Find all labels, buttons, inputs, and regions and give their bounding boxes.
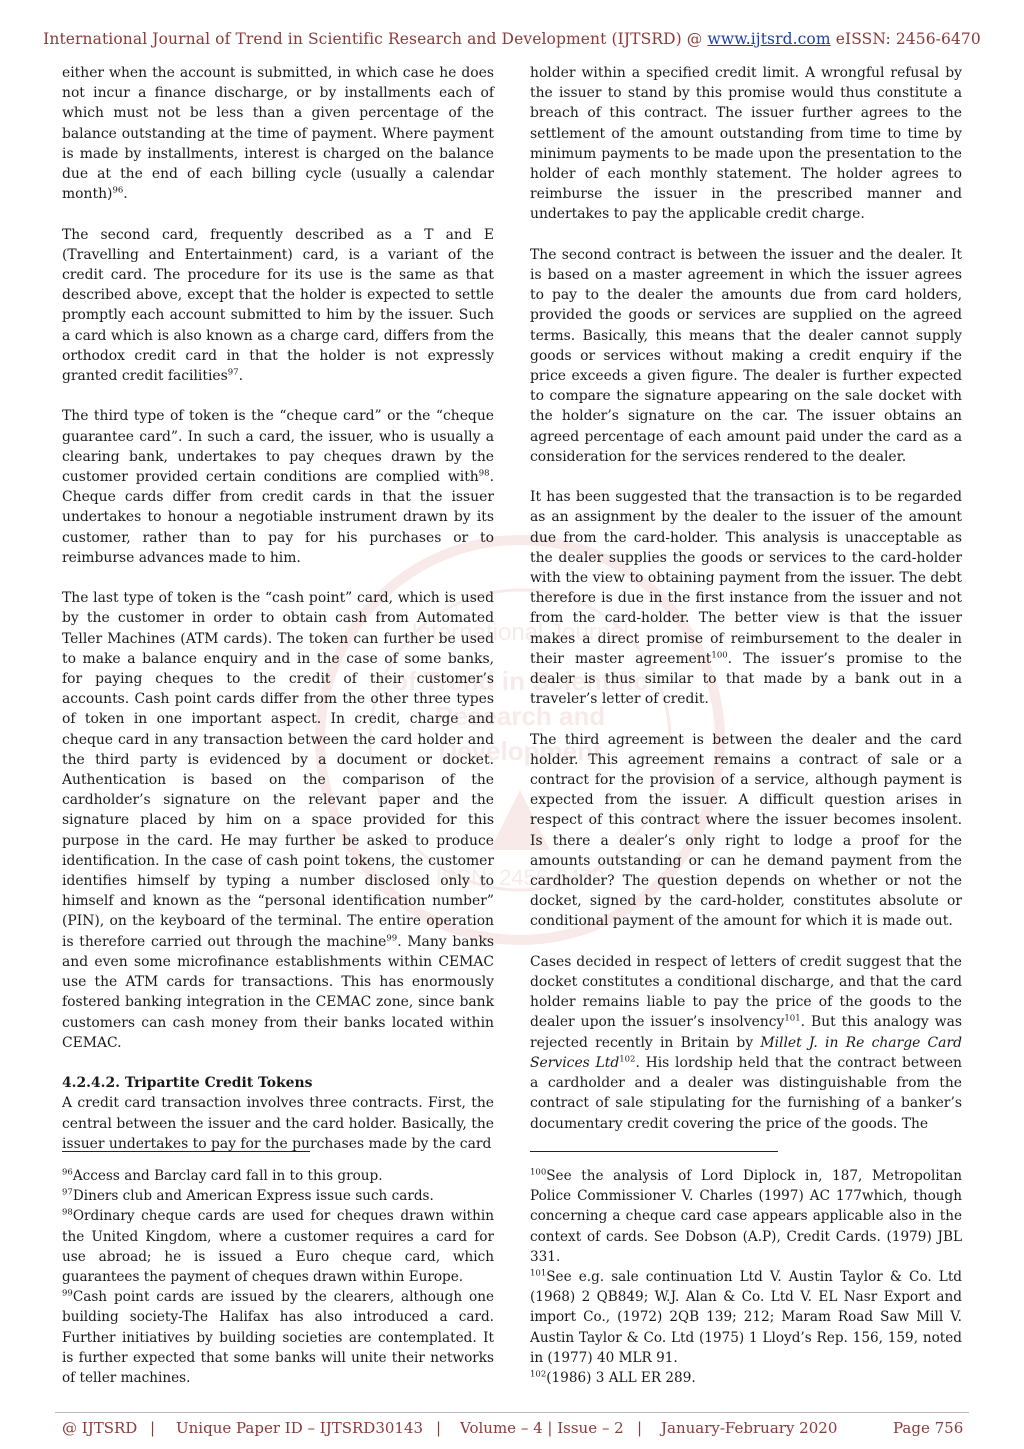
footnote: $^{97}$Diners club and American Express issue such cards. bbox=[62, 1187, 434, 1205]
paragraph: The second card, frequently described as a T and E (Travelling and Entertainment) card, is a variant of the credit card. The procedure for its use is the same as that described above, except that the holder is expected to settle promptly each account submitted to him by the issuer. Such a card which is also known as a charge card, differs from the orthodox credit card in that the holder is not expressly granted credit facilities$^{97}$. bbox=[62, 226, 494, 385]
svg-text:of Trend in Scientific: of Trend in Scientific bbox=[392, 666, 648, 696]
footnote: $^{99}$Cash point cards are issued by the clearers, although one building society-The Halifax has also introduced a card. Further initiatives by building societies are contemplated. It is further expected that some banks will unite their networks of teller machines. bbox=[62, 1288, 494, 1387]
footer-separator: | bbox=[436, 1419, 442, 1437]
footnote: $^{98}$Ordinary cheque cards are used for cheques drawn within the United Kingdom, where a customer requires a card for use abroad; he is issued a Euro cheque card, which guarantees the payment of cheques drawn within Europe. bbox=[62, 1207, 494, 1286]
footnote-ref[interactable]: 96 bbox=[112, 185, 124, 196]
running-header bbox=[0, 30, 1024, 48]
footnotes-left bbox=[62, 1166, 494, 1388]
paragraph: The third type of token is the “cheque card” or the “cheque guarantee card”. In such a card, the issuer, who is usually a clearing bank, undertakes to pay cheques drawn by the customer provided certain conditions are complied with$^{98}$. Cheque cards differ from credit cards in that the issuer undertakes to honour a negotiable instrument drawn by its customer, rather than to pay for his purchases or to reimburse advances made to him. bbox=[62, 408, 494, 566]
svg-text:Development: Development bbox=[438, 736, 602, 766]
svg-text:ISSN: 2456-6470: ISSN: 2456-6470 bbox=[435, 865, 605, 890]
footnote: $^{100}$See the analysis of Lord Diplock in, 187, Metropolitan Police Commissioner V. Charles (1997) AC 177which, though concerning a cheque card case appears applicable also in the context of cards. See Dobson (A.P), Credit Cards. (1979) JBL 331. bbox=[530, 1167, 962, 1265]
paragraph: either when the account is submitted, in which case he does not incur a finance discharge, or by installments each of which must not be less than a given percentage of the balance outstanding at the time of payment. Where payment is made by installments, interest is charged on the balance due at the end of each billing cycle (usually a calendar month)$^{96}$. bbox=[62, 65, 494, 203]
footer-paper-id: Unique Paper ID – IJTSRD30143 bbox=[176, 1419, 424, 1437]
left-text-column bbox=[62, 63, 494, 1154]
paragraph: A credit card transaction involves three contracts. First, the central between the issuer and the card holder. Basically, the issuer undertakes to pay for the purchases made by the card bbox=[62, 1095, 494, 1152]
footer-separator: | bbox=[637, 1419, 643, 1437]
paragraph: The third agreement is between the dealer and the card holder. This agreement remains a contract of sale or a contract for the provision of a service, although payment is expected from the issuer. A difficult question arises in respect of this contract where the issuer becomes insolent. Is there a dealer’s only right to lodge a proof for the amounts outstanding or can he demand payment from the cardholder? The question depends on whether or not the docket, signed by the card-holder, constitutes absolute or conditional payment of the amount for which it is made out. bbox=[530, 731, 962, 930]
svg-text:International Journal: International Journal bbox=[411, 619, 629, 646]
paragraph: Cases decided in respect of letters of credit suggest that the docket constitutes a conditional discharge, and that the card holder remains liable to pay the price of the goods to the dealer upon the issuer’s insolvency$^{101}$. But this analogy was rejected recently in Britain by Millet J. in Re charge Card Services Ltd$^{102}$. His lordship held that the contract between a cardholder and a dealer was distinguishable from the contract of sale stipulating for the furnishing of a banker’s documentary credit covering the price of the goods. The bbox=[530, 953, 962, 1132]
right-text-column bbox=[530, 63, 962, 1134]
footnote-ref[interactable]: 99 bbox=[386, 933, 398, 944]
footnote-ref[interactable]: 98 bbox=[478, 468, 490, 479]
footnote-divider bbox=[530, 1151, 778, 1152]
footnote: $^{96}$Access and Barclay card fall in to this group. bbox=[62, 1167, 383, 1184]
footer-page-number: Page 756 bbox=[893, 1419, 964, 1437]
journal-url-link[interactable]: www.ijtsrd.com bbox=[707, 30, 831, 48]
footer-volume: Volume – 4 | Issue – 2 bbox=[460, 1419, 624, 1437]
footnote-ref[interactable]: 97 bbox=[227, 367, 239, 378]
footnote: $^{102}$(1986) 3 ALL ER 289. bbox=[530, 1369, 696, 1387]
journal-title: International Journal of Trend in Scientific Research and Development (IJTSRD) @ bbox=[43, 30, 703, 48]
footnote-ref[interactable]: 102 bbox=[619, 1054, 636, 1065]
paragraph: It has been suggested that the transaction is to be regarded as an assignment by the dealer to the issuer of the amount due from the card-holder. This analysis is unacceptable as the dealer supplies the goods or services to the card-holder with the view to obtaining payment from the issuer. The debt therefore is due in the first instance from the issuer and not from the card-holder. The better view is that the issuer makes a direct promise of reimbursement to the dealer in their master agreement$^{100}$. The issuer’s promise to the dealer is thus similar to that made by a bank out in a traveler’s letter of credit. bbox=[530, 489, 962, 708]
svg-text:Research and: Research and bbox=[434, 701, 606, 731]
paragraph: The last type of token is the “cash point” card, which is used by the customer in order to obtain cash from Automated Teller Machines (ATM cards). The token can further be used to make a balance enquiry and in the case of some banks, for paying cheques to the credit of their customer’s accounts. Cash point cards differ from the other three types of token in one important aspect. In credit, charge and cheque card in any transaction between the card holder and the third party is evidenced by a document or docket. Authentication is based on the comparison of the cardholder’s signature on the relevant paper and the signature placed by him on a space provided for this purpose in the card. He may further be asked to produce identification. In the case of cash point tokens, the customer identifies himself by typing a number disclosed only to himself and known as the “personal identification number” (PIN), on the keyboard of the terminal. The entire operation is therefore carried out through the machine$^{99}$. Many banks and even some microfinance establishments within CEMAC use the ATM cards for transactions. This has enormously fostered banking integration in the CEMAC zone, since bank customers can cash money from their banks located within CEMAC. bbox=[62, 590, 494, 1051]
footer-date: January-February 2020 bbox=[661, 1419, 838, 1437]
footnote-divider bbox=[62, 1151, 310, 1152]
footer-divider bbox=[55, 1412, 969, 1413]
page-footer bbox=[0, 1419, 1024, 1449]
footer-separator: | bbox=[150, 1419, 156, 1437]
journal-issn: eISSN: 2456-6470 bbox=[835, 30, 981, 48]
case-citation: Millet J. in Re charge Card Services Ltd bbox=[530, 1034, 962, 1071]
footnote-ref[interactable]: 100 bbox=[711, 650, 728, 661]
section-heading: 4.2.4.2. Tripartite Credit Tokens bbox=[62, 1075, 313, 1092]
footnotes-right bbox=[530, 1166, 962, 1388]
footnote: $^{101}$See e.g. sale continuation Ltd V. Austin Taylor & Co. Ltd (1968) 2 QB849; W.J. Alan & Co. Ltd V. EL Nasr Export and import Co., (1972) 2QB 139; 212; Maram Road Saw Mill V. Austin Taylor & Co. Ltd (1975) 1 Lloyd’s Rep. 156, 159, noted in (1977) 40 MLR 91. bbox=[530, 1268, 962, 1366]
paragraph: holder within a specified credit limit. A wrongful refusal by the issuer to stand by this promise would thus constitute a breach of this contract. The issuer further agrees to the settlement of the amount outstanding from time to time by minimum payments to be made upon the presentation to the holder of each monthly statement. The holder agrees to reimburse the issuer in the prescribed manner and undertakes to pay the applicable credit charge. bbox=[530, 65, 962, 223]
paragraph: The second contract is between the issuer and the dealer. It is based on a master agreement in which the issuer agrees to pay to the dealer the amounts due from card holders, provided the goods or services are supplied on the agreed terms. Basically, this means that the dealer cannot supply goods or services without making a credit enquiry if the price exceeds a given figure. The dealer is further expected to compare the signature appearing on the sale docket with the holder’s signature on the car. The issuer obtains an agreed percentage of each amount paid under the card as a consideration for the services rendered to the dealer. bbox=[530, 246, 962, 465]
footer-site: @ IJTSRD bbox=[62, 1419, 138, 1437]
footnote-ref[interactable]: 101 bbox=[784, 1013, 801, 1024]
